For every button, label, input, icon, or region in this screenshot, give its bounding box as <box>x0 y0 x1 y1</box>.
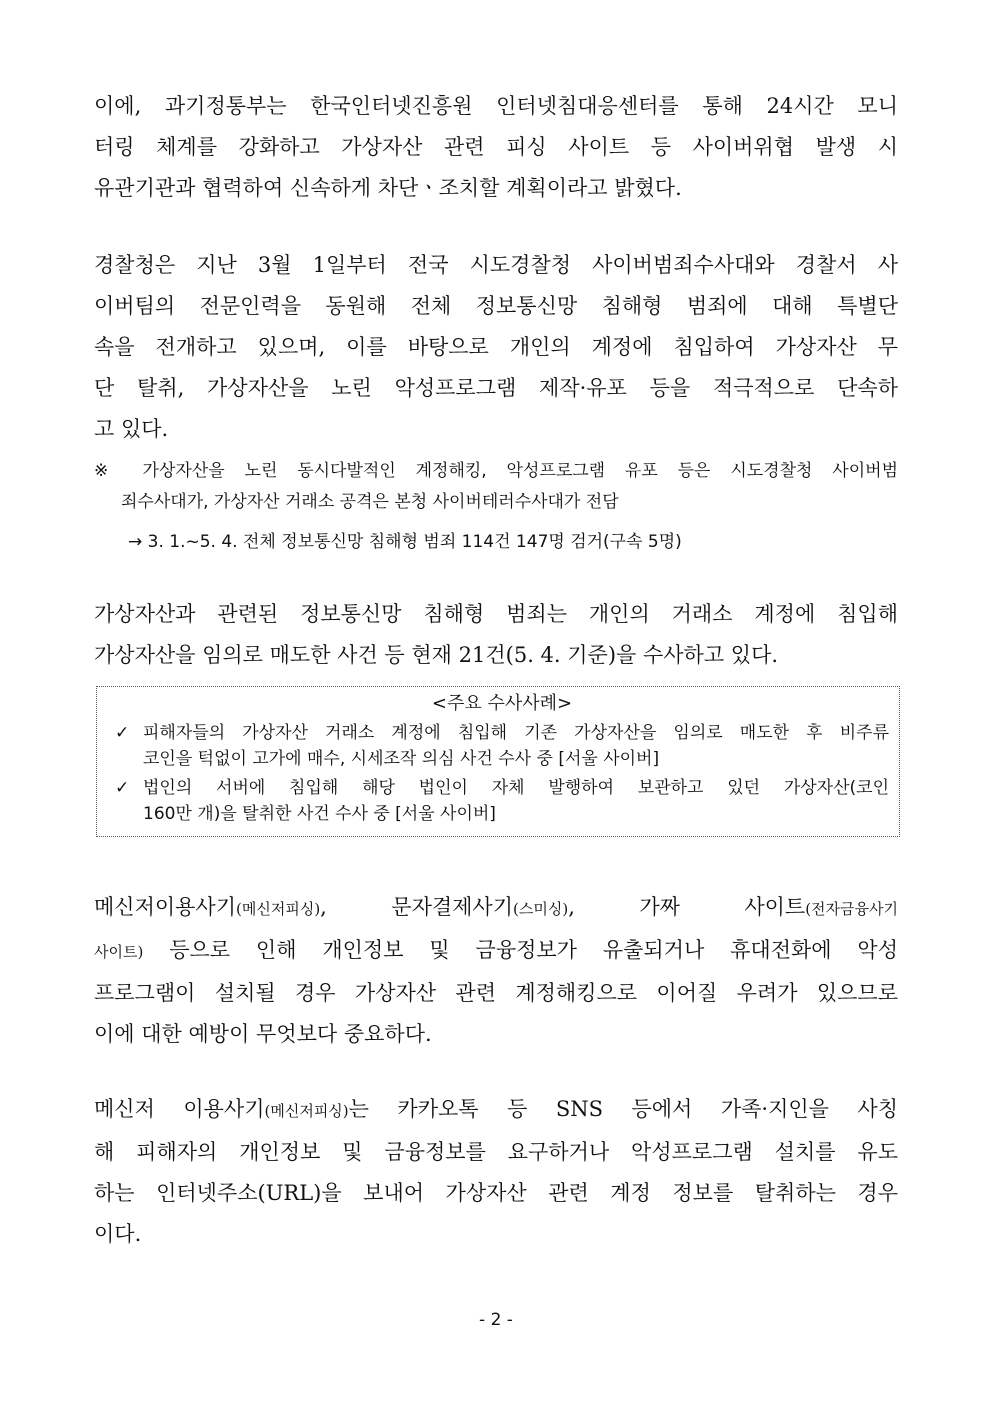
text-line: 고 있다. <box>94 417 169 441</box>
arrest-statistics: → 3. 1.~5. 4. 전체 정보통신망 침해형 범죄 114건 147명 검거(구속 5명) <box>128 532 682 552</box>
case-line: 피해자들의 가상자산 거래소 계정에 침입해 기존 가상자산을 임의로 매도한 후 비주류 <box>143 723 889 743</box>
text-line: 해 피해자의 개인정보 및 금융정보를 요구하거나 악성프로그램 설치를 유도 <box>94 1140 898 1164</box>
case-box-title: <주요 수사사례> <box>431 693 573 714</box>
text-line: 이에, 과기정통부는 한국인터넷진흥원 인터넷침대응센터를 통해 24시간 모니 <box>94 94 898 118</box>
checkmark-icon: ✓ <box>115 723 130 743</box>
reference-note <box>94 456 898 518</box>
text-line: 가상자산을 임의로 매도한 사건 등 현재 21건(5. 4. 기준)을 수사하고 있다. <box>94 643 779 667</box>
text-line: 프로그램이 설치될 경우 가상자산 관련 계정해킹으로 이어질 우려가 있으므로 <box>94 981 898 1005</box>
paragraph-investigation-status <box>94 594 898 676</box>
text-line: 터링 체계를 강화하고 가상자산 관련 피싱 사이트 등 사이버위협 발생 시 <box>94 135 898 159</box>
text-line: 경찰청은 지난 3월 1일부터 전국 시도경찰청 사이버범죄수사대와 경찰서 사 <box>94 253 898 277</box>
text-line: 가상자산과 관련된 정보통신망 침해형 범죄는 개인의 거래소 계정에 침입해 <box>94 602 898 626</box>
text-line: 속을 전개하고 있으며, 이를 바탕으로 개인의 계정에 침입하여 가상자산 무 <box>94 335 898 359</box>
note-line: 죄수사대가, 가상자산 거래소 공격은 본청 사이버테러수사대가 전담 <box>121 492 619 512</box>
text-line: 이다. <box>94 1222 142 1246</box>
text-line: 이버팀의 전문인력을 동원해 전체 정보통신망 침해형 범죄에 대해 특별단 <box>94 294 898 318</box>
text-line: 사이트) 등으로 인해 개인정보 및 금융정보가 유출되거나 휴대전화에 악성 <box>94 938 898 962</box>
text-line: 메신저이용사기(메신저피싱), 문자결제사기(스미싱), 가짜 사이트(전자금융사기 <box>94 895 898 919</box>
note-line: ※ 가상자산을 노린 동시다발적인 계정해킹, 악성프로그램 유포 등은 시도경찰청 사이버범 <box>94 461 898 481</box>
case-line: 법인의 서버에 침입해 해당 법인이 자체 발행하여 보관하고 있던 가상자산(코인 <box>143 778 889 798</box>
text-line: 단 탈취, 가상자산을 노린 악성프로그램 제작·유포 등을 적극적으로 단속하 <box>94 376 898 400</box>
paragraph-fraud-types <box>94 887 898 1055</box>
page-number: - 2 - <box>479 1310 513 1330</box>
document-body <box>94 86 898 1255</box>
text-line: 하는 인터넷주소(URL)을 보내어 가상자산 관련 계정 정보를 탈취하는 경우 <box>94 1181 898 1205</box>
case-item <box>115 775 889 827</box>
text-line: 유관기관과 협력하여 신속하게 차단ㆍ조치할 계획이라고 밝혔다. <box>94 176 682 200</box>
paragraph-msit-plan <box>94 86 898 209</box>
case-line: 160만 개)을 탈취한 사건 수사 중 [서울 사이버] <box>143 804 496 824</box>
checkmark-icon: ✓ <box>115 778 130 798</box>
case-line: 코인을 턱없이 고가에 매수, 시세조작 의심 사건 수사 중 [서울 사이버] <box>143 749 660 769</box>
paragraph-police-crackdown <box>94 245 898 450</box>
paragraph-messenger-phishing <box>94 1089 898 1255</box>
major-cases-box <box>96 686 900 837</box>
case-item <box>115 720 889 772</box>
text-line: 메신저 이용사기(메신저피싱)는 카카오톡 등 SNS 등에서 가족·지인을 사칭 <box>94 1097 898 1121</box>
text-line: 이에 대한 예방이 무엇보다 중요하다. <box>94 1022 432 1046</box>
